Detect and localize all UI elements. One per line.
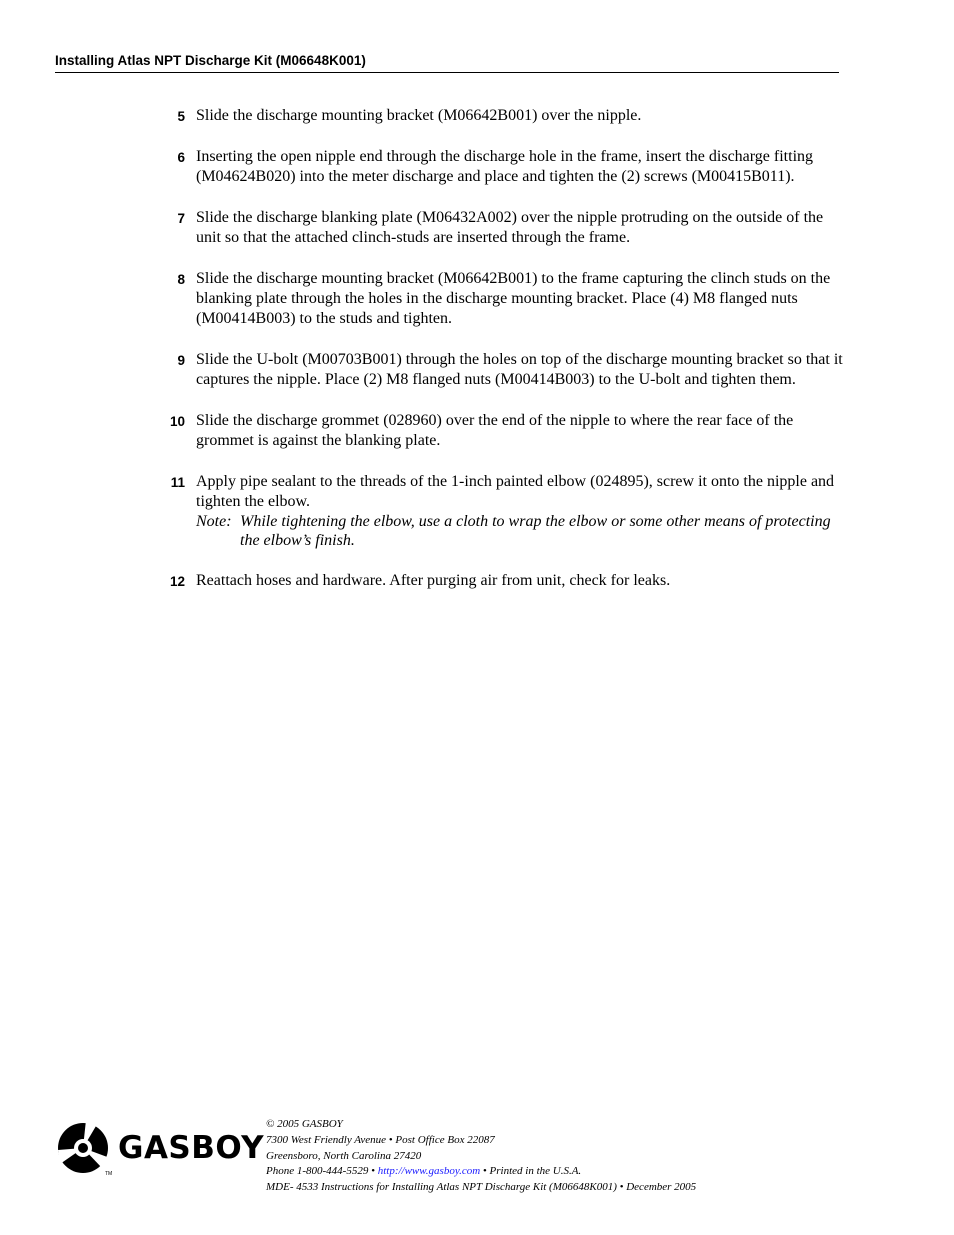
step-number: 11: [170, 475, 185, 490]
step-number: 9: [177, 353, 185, 368]
steps-list: [160, 106, 850, 612]
footer-address-1: 7300 West Friendly Avenue • Post Office Box 22087: [266, 1133, 495, 1146]
step-number: 12: [169, 574, 185, 589]
step-text: Reattach hoses and hardware. After purging air from unit, check for leaks.: [196, 572, 671, 589]
gasboy-emblem-icon: [56, 1118, 112, 1176]
step-9: [160, 350, 850, 390]
footer-phone: Phone 1-800-444-5529 •: [266, 1165, 378, 1178]
gasboy-logo: [56, 1118, 265, 1180]
step-text: Slide the U-bolt (M00703B001) through the holes on top of the discharge mounting bracket so that it captures the nipple. Place (2) M8 flanged nuts (M00414B003) to the U-bolt and tighten them.: [196, 351, 843, 388]
step-text: Slide the discharge grommet (028960) over the end of the nipple to where the rear face of the grommet is against the blanking plate.: [196, 412, 794, 449]
footer-address-2: Greensboro, North Carolina 27420: [266, 1149, 422, 1162]
note-label: Note:: [196, 513, 232, 530]
step-number: 8: [177, 272, 185, 287]
step-number: 7: [177, 211, 185, 226]
step-number: 5: [177, 109, 185, 124]
logo-trademark: TM: [105, 1171, 113, 1177]
page-header-title: Installing Atlas NPT Discharge Kit (M06648K001): [55, 53, 366, 68]
step-5: [160, 106, 850, 126]
footer-copyright: © 2005 GASBOY: [266, 1118, 343, 1130]
step-text: Inserting the open nipple end through the discharge hole in the frame, insert the discharge fitting (M04624B020) into the meter discharge and place and tighten the (2) screws (M00415B011).: [196, 148, 814, 185]
step-11: [160, 472, 850, 550]
footer-document-info: MDE- 4533 Instructions for Installing Atlas NPT Discharge Kit (M06648K001) • December 2005: [266, 1181, 697, 1194]
step-text: Apply pipe sealant to the threads of the 1-inch painted elbow (024895), screw it onto the nipple and tighten the elbow.: [196, 473, 835, 510]
step-text: Slide the discharge mounting bracket (M06642B001) over the nipple.: [196, 107, 642, 124]
step-6: [160, 147, 850, 187]
step-8: [160, 269, 850, 329]
step-12: [160, 571, 850, 591]
footer-website-link[interactable]: http://www.gasboy.com: [377, 1165, 481, 1178]
logo-wordmark: GASBOY: [118, 1130, 265, 1166]
step-text: Slide the discharge blanking plate (M06432A002) over the nipple protruding on the outside of the unit so that the attached clinch-studs are inserted through the frame.: [196, 209, 824, 246]
step-note: [196, 512, 850, 550]
footer: [266, 1117, 826, 1196]
step-7: [160, 208, 850, 248]
step-text: Slide the discharge mounting bracket (M06642B001) to the frame capturing the clinch studs on the blanking plate through the holes in the discharge mounting bracket. Place (4) M8 flanged nuts (M00414B003) to the studs and tighten.: [196, 270, 831, 327]
footer-printed: • Printed in the U.S.A.: [480, 1165, 582, 1178]
step-number: 6: [177, 150, 185, 165]
step-number: 10: [169, 414, 185, 429]
step-10: [160, 411, 850, 451]
note-text: While tightening the elbow, use a cloth to wrap the elbow or some other means of protecting the elbow’s finish.: [240, 513, 831, 549]
footer-contact-line: [266, 1164, 826, 1180]
page-header: [55, 52, 839, 73]
